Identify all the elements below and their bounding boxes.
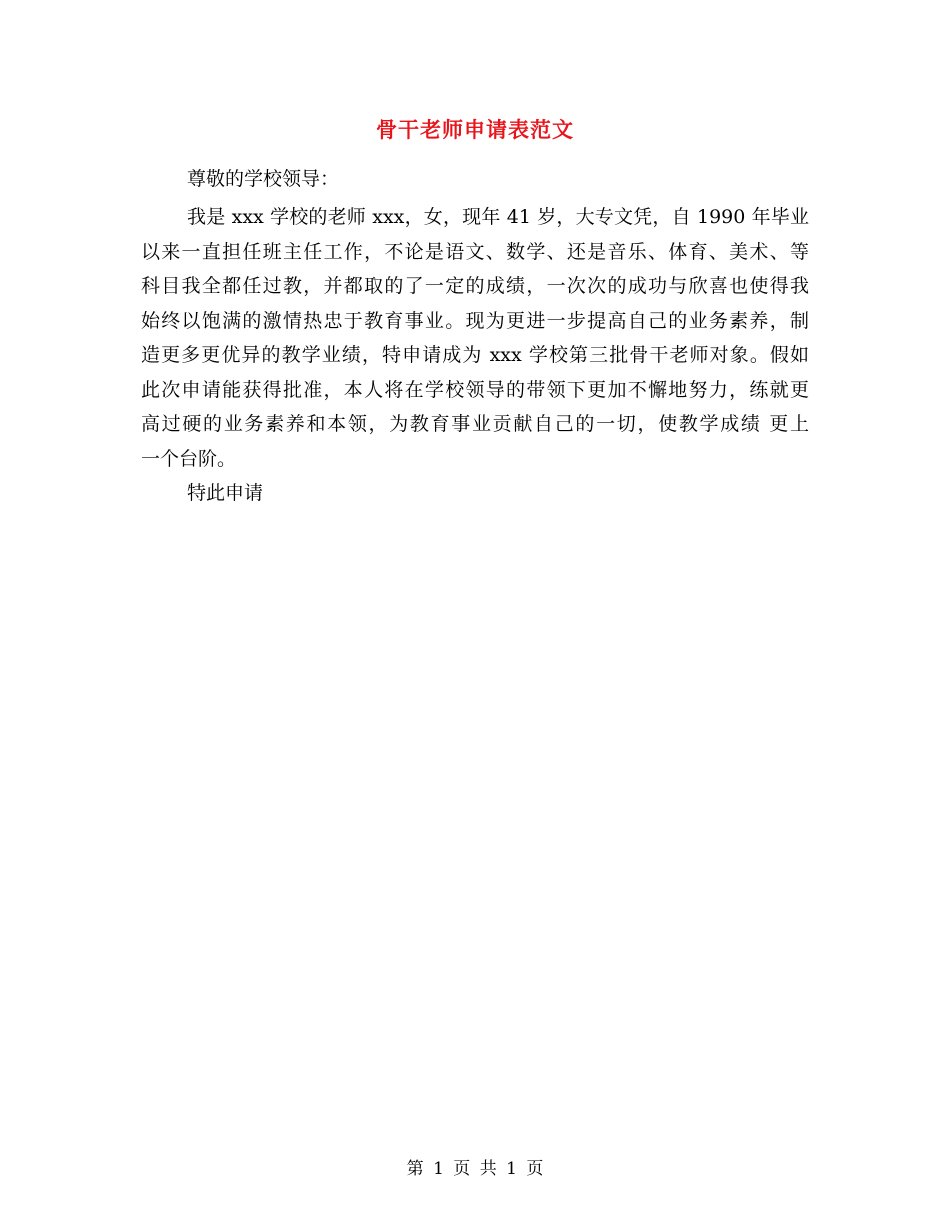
body-line: 科目我全都任过教，并都取的了一定的成绩，一次次的成功与欣喜也使得我 [141, 275, 809, 297]
salutation: 尊敬的学校领导： [187, 168, 340, 190]
page-footer: 第 1 页 共 1 页 [406, 1159, 544, 1179]
body-line: 此次申请能获得批准，本人将在学校领导的带领下更加不懈地努力，练就更 [141, 378, 809, 401]
body-line: 始终以饱满的激情热忠于教育事业。现为更进一步提高自己的业务素养，制 [141, 309, 809, 332]
document-title: 骨干老师申请表范文 [376, 117, 574, 142]
body-line: 造更多更优异的教学业绩，特申请成为 xxx 学校第三批骨干老师对象。假如 [141, 344, 809, 366]
body-line: 以来一直担任班主任工作，不论是语文、数学、还是音乐、体育、美术、等 [141, 240, 809, 263]
closing-text: 特此申请 [187, 482, 264, 504]
body-line: 我是 xxx 学校的老师 xxx，女，现年 41 岁，大专文凭，自 1990 年毕业 [187, 206, 809, 228]
body-paragraph [141, 200, 809, 476]
body-line: 高过硬的业务素养和本领，为教育事业贡献自己的一切，使教学成绩 更上 [141, 413, 809, 435]
body-line: 一个台阶。 [141, 447, 237, 470]
